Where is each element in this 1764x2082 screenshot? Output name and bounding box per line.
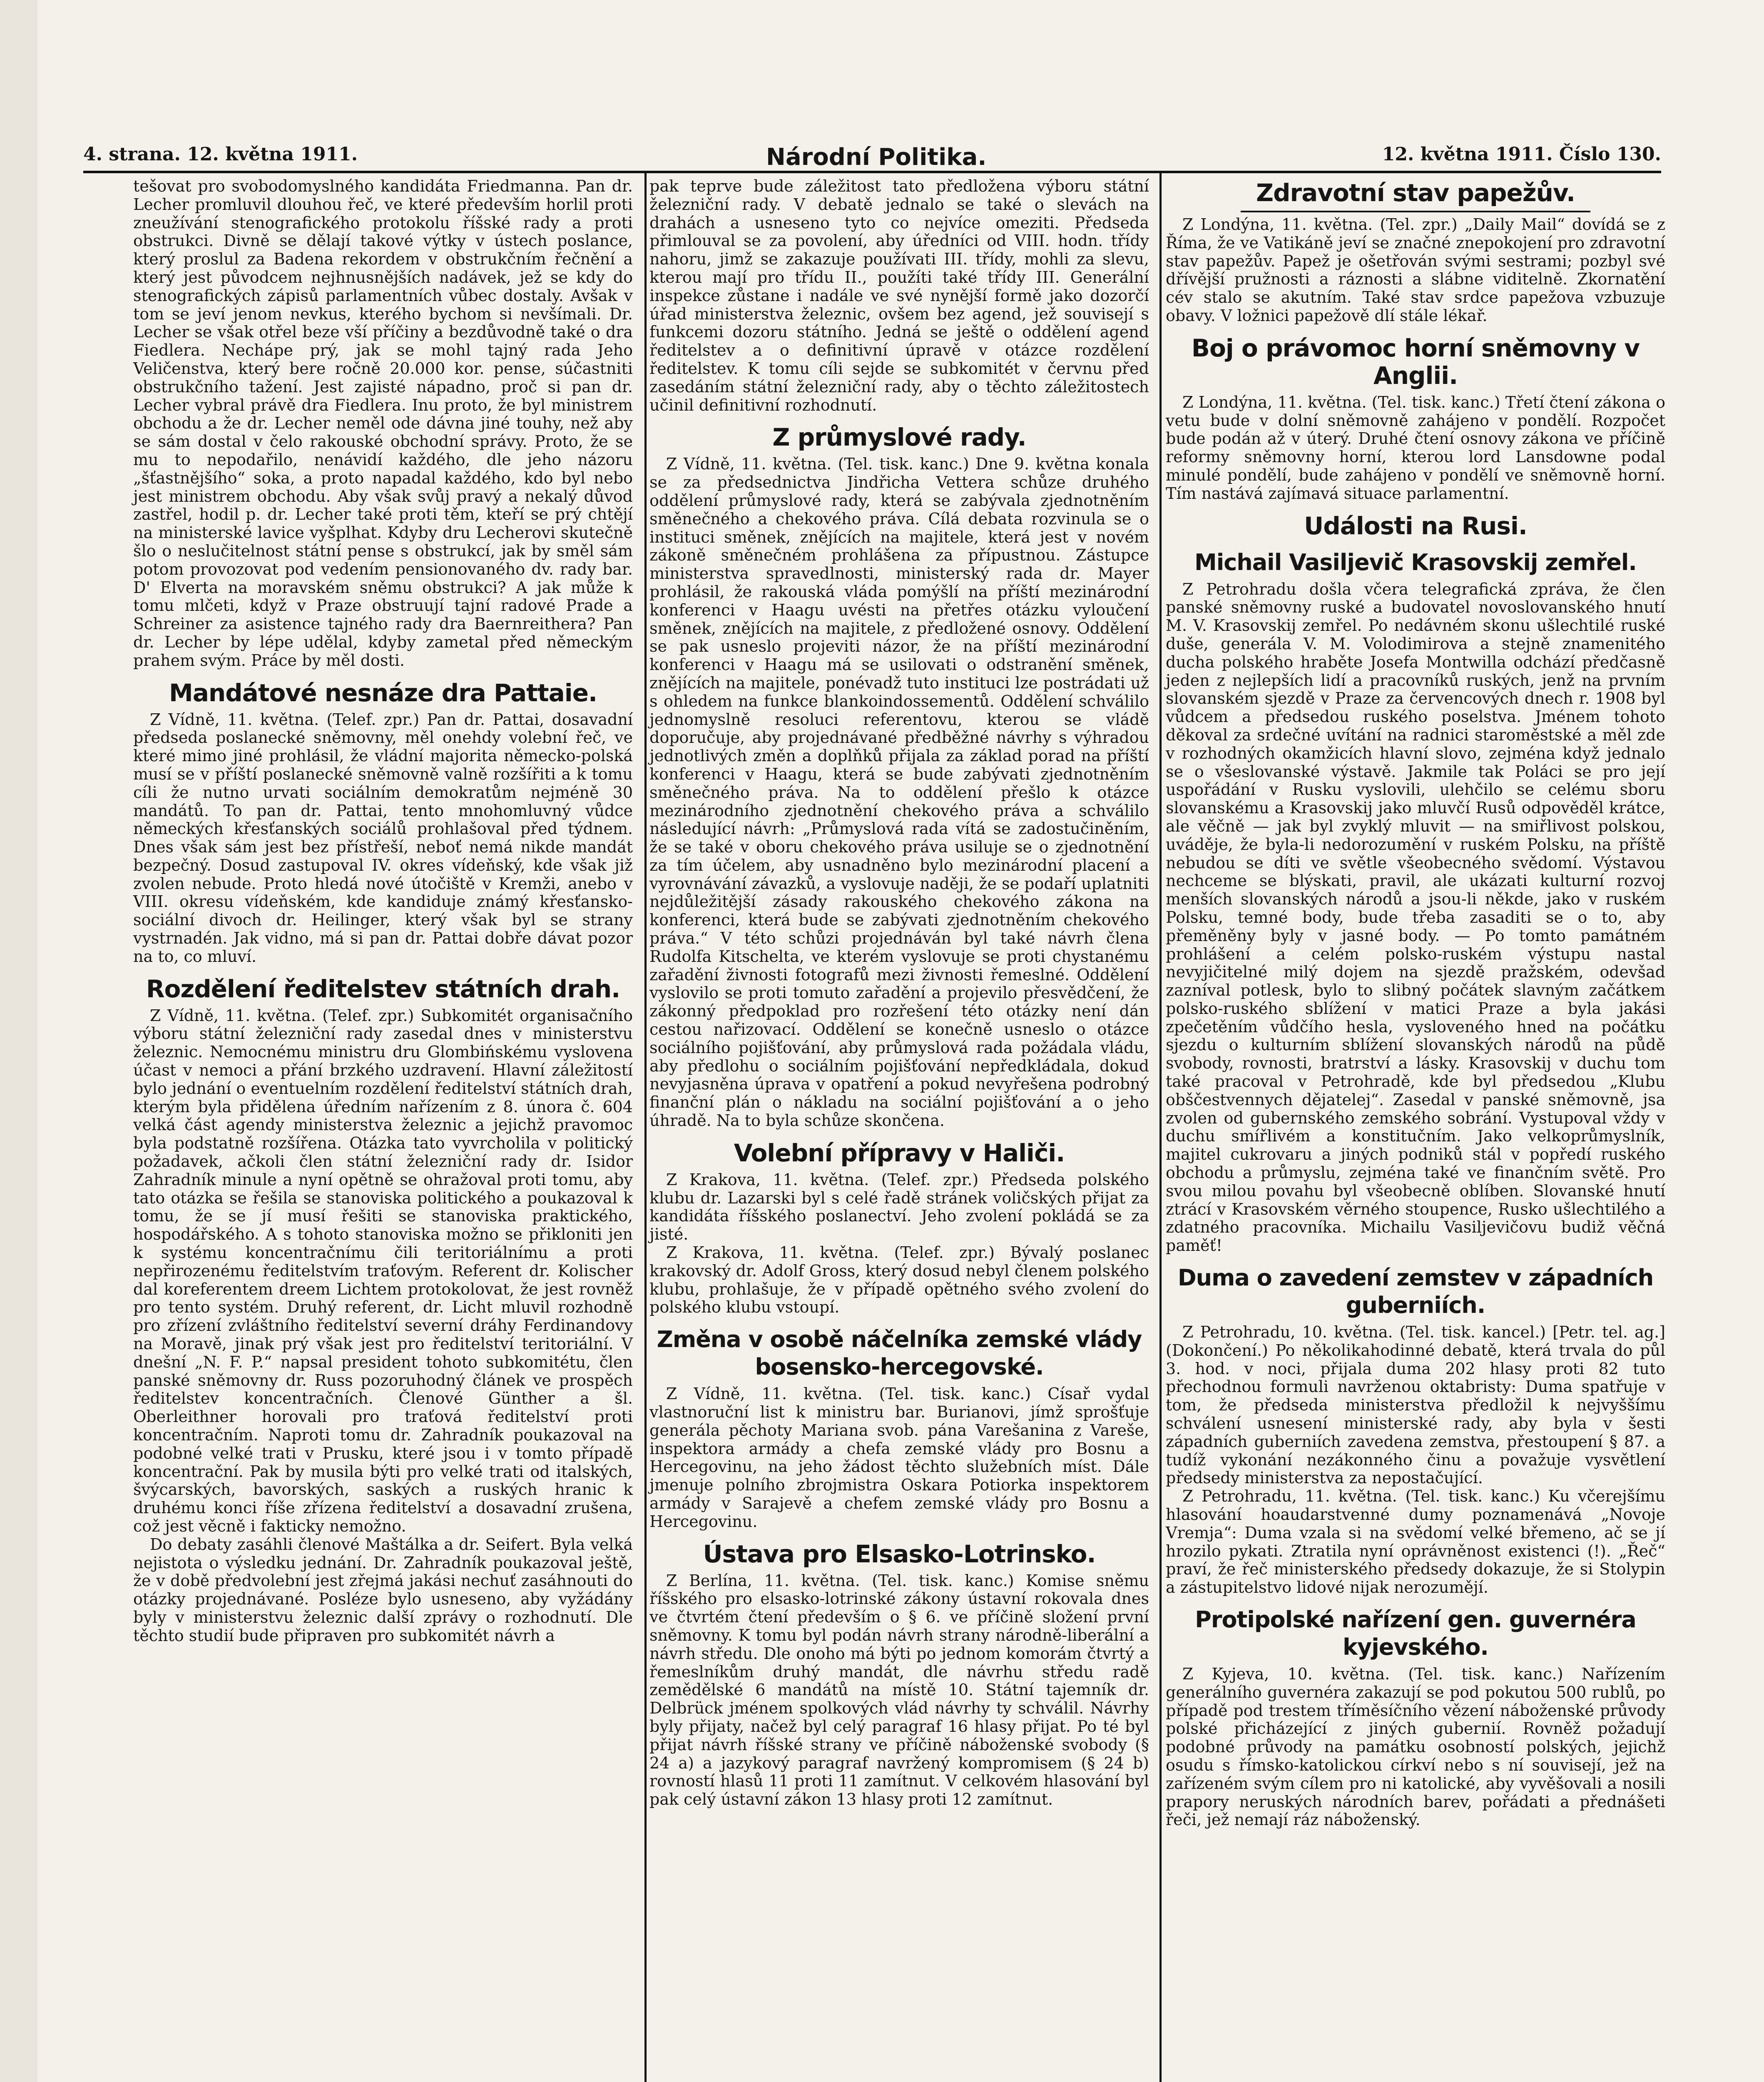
article-text: Z Vídně, 11. května. (Tel. tisk. kanc.) Dne 9. května konala se za předsednictva Jindřicha Vettera schůze druhého oddělení průmyslové rady, která se zabývala zjednotněním směnečného a chekového práva. Cílá debata rozvinula se o instituci směnek, znějících na majitele, která jest v novém zákoně směnečném prohlášena za přípustnou. Zástupce ministerstva spravedlnosti, ministerský rada dr. Mayer prohlásil, že rakouská vláda pomýšlí na příští mezinárodní konferenci v Haagu uvésti na přetřes otázku vyloučení směnek, znějících na majitele, z předložené osnovy. Oddělení se pak usneslo projeviti názor, že na příští mezinárodní konferenci v Haagu má se usilovati o odstranění směnek, znějících na majitele, ponévadž tuto instituci lze postrádati už s ohledem na funkce blankoindossementů. Oddělení schválilo jednomyslně resoluci referentovu, kterou se vládě doporučuje, aby projednávané předběžné návrhy s výhradou jednotlivých změn a doplňků přijala za základ porad na příští konferenci v Haagu, která se bude zabývati zjednotněním směnečného práva. Na to oddělení přešlo k otázce mezinárodního zjednotnění chekového práva a schválilo následující návrh: „Průmyslová rada vítá se zadostučiněním, že se také v oboru chekového práva usiluje se o zjednotnění za tím účelem, aby usnadněno bylo mezinárodní placení a vyrovnávání závazků, a vyslovuje naději, že se podaří uplatniti nejdůležitější zásady rakouského chekového zákona na konferenci, která bude se zabývati zjednotněním chekového práva.“ V této schůzi projednáván byl také návrh člena Rudolfa Kitschelta, ve kterém vyslovuje se proti chystanému zařadění živnosti fotografů mezi živnosti řemeslné. Oddělení vyslovilo se proti tomuto zařadění a projevilo přesvědčení, že zákonný předpoklad pro rozřešení této otázky není dán cestou nařizovací. Oddělení se konečně usneslo o otázce sociálního pojišťování, aby průmyslová rada požádala vládu, aby předlohu o sociálním pojišťování nepředkládala, dokud nevyjasněna úprava v opatření a pokud nevyřešena podrobný finanční plán o nákladu na sociální pojišťování a o jeho úhradě. Na to byla schůze skončena. bbox=[649, 455, 1149, 1130]
article-text: Z Petrohradu, 10. května. (Tel. tisk. kancel.) [Petr. tel. ag.] (Dokončení.) Po několikahodinné debatě, která trvala do půl 3. hod. v noci, přijala duma 202 hlasy proti 82 tuto přechodnou formuli navrženou oktabristy: Duma spatřuje v tom, že předseda ministerstva předložil k nejvyššímu schválení usnesení ministerské rady, aby byla v šesti západních guberniích zavedena zemstva, přestoupení § 87. a tudíž vykonání nezákonného činu a považuje vysvětlení předsedy ministerstva za nepostačující. bbox=[1166, 1323, 1665, 1487]
header-rule bbox=[83, 171, 1661, 173]
article-headline: Boj o právomoc horní sněmovny v Anglii. bbox=[1191, 334, 1640, 390]
article-text: Z Vídně, 11. května. (Telef. zpr.) Subkomitét organisačního výboru státní železniční rady zasedal dnes v ministerstvu železnic. Nemocnému ministru dru Glombińskému vyslovena účast v nemoci a přání brzkého uzdravení. Hlavní záležitostí bylo jednání o eventuelním rozdělení ředitelství státních drah, kterým byla přidělena úředním nařízením z 8. února č. 604 velká část agendy ministerstva železnic a jejichž pravomoc byla podstatně rozšířena. Otázka tato vyvrcholila v politický požadavek, ačkoli člen státní železniční rady dr. Isidor Zahradník minule a nyní opětně se ohražoval proti tomu, aby tato otázka se řešila se stanoviska politického a poukazoval k tomu, že se jí musí řešiti se stanoviska praktického, hospodářského. A s tohoto stanoviska možno se přikloniti jen k systému koncentračnímu čili teritoriálnímu a proti nepřirozenému ředitelstvím traťovým. Referent dr. Kolischer dal koreferentem dreem Lichtem protokolovat, že jest rovněž pro tento systém. Druhý referent, dr. Licht mluvil rozhodně pro zřízení zvláštního ředitelství severní dráhy Ferdinandovy na Moravě, jinak prý však jest pro ředitelství teritoriální. V dnešní „N. F. P.“ napsal president tohoto subkomitétu, člen panské sněmovny dr. Russ pozoruhodný článek ve prospěch ředitelstev koncentračních. Členové Günther a šl. Oberleithner horovali pro traťová ředitelství proti koncentračním. Naproti tomu dr. Zahradník poukazoval na podobné velké trati v Prusku, které jsou i v tomto případě koncentrační. Pak by musila býti pro velké trati od italských, švýcarských, bavorských, saských a ruských hranic k druhému konci říše zřízena ředitelství a dosavadní zrušena, což jest věcně i fakticky nemožno. bbox=[133, 1006, 633, 1535]
article-headline: Ústava pro Elsasko-Lotrinsko. bbox=[703, 1539, 1096, 1568]
article-headline: Mandátové nesnáze dra Pattaie. bbox=[169, 678, 597, 707]
article-text: Z Vídně, 11. května. (Tel. tisk. kanc.) Císař vydal vlastnoruční list k ministru bar. Burianovi, jímž sprošťuje generála pěchoty Mariana svob. pána Varešanina z Vareše, inspektora armády a chefa zemské vlády pro Bosnu a Hercegovinu, na jeho žádost těchto služebních míst. Dále jmenuje polního zbrojmistra Oskara Potiorka inspektorem armády v Sarajevě a chefem zemské vlády pro Bosnu a Hercegovinu. bbox=[649, 1385, 1149, 1531]
article-headline: Zdravotní stav papežův. bbox=[1256, 179, 1575, 207]
article-headline: Protipolské nařízení gen. guvernéra kyjevského. bbox=[1195, 1606, 1636, 1660]
column-1 bbox=[133, 177, 633, 1645]
masthead-title: Národní Politika. bbox=[766, 144, 987, 171]
article-headline: Duma o zavedení zemstev v západních guberniích. bbox=[1177, 1265, 1654, 1319]
article-headline: Z průmyslové rady. bbox=[772, 423, 1026, 452]
article-text: Z Londýna, 11. května. (Tel. tisk. kanc.) Třetí čtení zákona o vetu bude v dolní sněmovně zahájeno v pondělí. Rozpočet bude podán až v úterý. Druhé čtení osnovy zákona ve příčině reformy sněmovny horní, kterou lord Lansdowne podal minulé pondělí, bude zahájeno v pondělí ve sněmovně horní. Tím nastává zajímavá situace parlamentní. bbox=[1166, 393, 1665, 503]
article-headline: Změna v osobě náčelníka zemské vlády bosensko-hercegovské. bbox=[657, 1326, 1142, 1380]
section-headline: Události na Rusi. bbox=[1304, 511, 1527, 540]
page-header bbox=[83, 144, 1661, 169]
article-text: tešovat pro svobodomyslného kandidáta Friedmanna. Pan dr. Lecher promluvil dlouhou řeč, ve které především horlil proti zneužívání stenografického protokolu říšské rady a proti obstrukci. Divně se dělají takové výtky v ústech poslance, který proslul za Badena rekordem v obstrukčním řečnění a který jest původcem nejhnusnějších nadávek, jež se kdy do stenografických zápisů parlamentních vůbec dostaly. Avšak v tom se jeví jenom nevkus, kterého bychom si nevšímali. Dr. Lecher se však otřel beze vší příčiny a bezdůvodně také o dra Fiedlera. Nechápe prý, jak se mohl tajný rada Jeho Veličenstva, který bere ročně 20.000 kor. pense, súčastniti obstrukčního tažení. Jest zajisté nápadno, proč si pan dr. Lecher vybral právě dra Fiedlera. Inu proto, že byl ministrem obchodu a že dr. Lecher neměl ode dávna jiné touhy, než aby se sám dostal v čelo rakouské obchodní správy. Proto, že se mu to nepodařilo, nenávidí každého, dle jeho názoru „šťastnějšího“ soka, a proto napadal každého, kdo byl nebo jest ministrem obchodu. Aby však svůj pravý a nekalý důvod zastřel, hodil p. dr. Lecher také proti těm, kteří se prý chtějí na ministerské lavice vyšplhat. Kdyby dru Lecherovi skutečně šlo o neslučitelnost státní pense s obstrukcí, jak by směl sám potom provozovat pod vedením pensionovaného dv. rady bar. D' Elverta na moravském sněmu obstrukci? A jak může k tomu mlčeti, když v Praze obstruují tajní radové Prade a Schreiner za asistence tajného rady dra Baernreithera? Pan dr. Lecher by lépe udělal, kdyby zametal před německým prahem svým. Práce by měl dosti. bbox=[133, 177, 633, 670]
scan-margin bbox=[0, 0, 37, 2082]
article-text: Do debaty zasáhli členové Maštálka a dr. Seifert. Byla velká nejistota o výsledku jednání. Dr. Zahradník poukazoval ještě, že v době předvolební jest zřejmá jakási nechuť zasáhnouti do otázky projednávané. Posléze bylo usneseno, aby vyžádány byly v ministerstvu železnic další zprávy o rozhodnutí. Dle těchto studií bude připraven pro subkomitét návrh a bbox=[133, 1535, 633, 1645]
header-date-issue: 12. května 1911. Číslo 130. bbox=[1382, 144, 1661, 165]
divider bbox=[1241, 211, 1590, 212]
article-headline: Rozdělení ředitelstev státních drah. bbox=[146, 974, 620, 1003]
article-text: Z Petrohradu došla včera telegrafická zpráva, že člen panské sněmovny ruské a budovatel novoslovanského hnutí M. V. Krasovskij zemřel. Po nedávném skonu ušlechtilé ruské duše, generála V. M. Volodimirova a stejně znamenitého ducha polského hraběte Josefa Montwilla odchází předčasně jeden z nejlepších lidí a pracovníků ruských, jenž na prvním slovanském sjezdě v Praze za červencových dnech r. 1908 byl vůdcem a předsedou ruského poselstva. Jménem tohoto děkoval za srdečné uvítání na radnici staroměstské a měl zde v rozhodných okamžicích hlavní slovo, zejména když jednalo se o všeslovanské výstavě. Jakmile tak Poláci se pro její uspořádání v Rusku vyslovili, ulehčilo se celému sboru slovanskému a Krasovskij jako mluvčí Rusů odpověděl krátce, ale věčně — jak byl zvyklý mluvit — na smiřlivost polskou, uváděje, že byla-li nedorozumění v ruském Polsku, na příště nebudou se díti ve světle všeobecného svědomí. Výstavou nechceme se blýskati, pravil, ale ukázati kulturní rozvoj menších slovanských národů a jsou-li někde, jako v ruském Polsku, temné body, bude třeba zasaditi se o to, aby přeměněny byly v jasné body. — Po tomto památném prohlášení a celém polsko-ruském výstupu nastal nevyjičitelné milý dojem na sjezdě pražském, odevšad zazníval potlesk, bylo to slibný počátek slavným začátkem polsko-ruského sblížení v matici Praze a byla jakási zpečetěním vůdčího hesla, vysloveného hned na počátku sjezdu o kulturním sblížení slovanských národů na půdě svobody, rovnosti, bratrství a lásky. Krasovskij v duchu tom také pracoval v Petrohradě, kde byl předsedou „Klubu obščestvennych dějatelej“. Zasedal v panské sněmovně, jsa zvolen od gubernského zemského sobrání. Vystupoval vždy v duchu smířlivém a konstitučním. Jako velkoprůmyslník, majitel cukrovaru a jiných podniků stál v popředí ruského obchodu a průmyslu, zejména také ve finančním světě. Pro svou milou povahu byl všeobecně oblíben. Slovanské hnutí ztrácí v Krasovském věrného stoupence, Rusko ušlechtilého a zdatného pracovníka. Michailu Vasiljevičovu budiž věčná paměť! bbox=[1166, 580, 1665, 1255]
column-2 bbox=[649, 177, 1149, 1809]
article-headline: Michail Vasiljevič Krasovskij zemřel. bbox=[1194, 549, 1637, 575]
article-text: Z Vídně, 11. května. (Telef. zpr.) Pan dr. Pattai, dosavadní předseda poslanecké sněmovny, měl onehdy volební řeč, ve které mimo jiné prohlásil, že vládní majorita německo-polská musí se v příští poslanecké sněmovně valně rozšířiti a k tomu cíli že nutno urvati sociálním demokratům nejméně 30 mandátů. To pan dr. Pattai, tento mnohomluvný vůdce německých křesťanských sociálů prohlašoval před týdnem. Dnes však sám jest bez přístřeší, neboť nemá nikde mandát bezpečný. Dosud zastupoval IV. okres vídeňský, kde však již zvolen nebude. Proto hledá nové útočiště v Kremži, anebo v VIII. okresu vídeňském, kde kandiduje známý křesťansko-sociální divoch dr. Heilinger, který však byl se strany vystrnadén. Jak vidno, má si pan dr. Pattai dobře dávat pozor na to, co mluví. bbox=[133, 710, 633, 966]
article-text: Z Berlína, 11. května. (Tel. tisk. kanc.) Komise sněmu říšského pro elsasko-lotrinské zákony ústavní rokovala dnes ve čtvrtém čtení především o § 6. ve příčině složení první sněmovny. K tomu byl podán návrh strany národně-liberální a návrh středu. Dle onoho má býti po jednom komorám čtvrtý a řemeslníkům druhý mandát, dle návrhu středu radě zemědělské 6 mandátů na místě 10. Státní tajemník dr. Delbrück jménem spolkových vlád návrhy ty schválil. Návrhy byly přijaty, načež byl celý paragraf 16 hlasy přijat. Po té byl přijat návrh říšské strany ve příčině náboženské svobody (§ 24 a) a jazykový paragraf navržený kompromisem (§ 24 b) rovností hlasů 11 proti 11 zamítnut. V celkovém hlasování byl pak celý ústavní zákon 13 hlasy proti 12 zamítnut. bbox=[649, 1571, 1149, 1809]
article-text: Z Petrohradu, 11. května. (Tel. tisk. kanc.) Ku včerejšímu hlasování hoaudarstvenné dumy poznamenává „Novoje Vremja“: Duma vzala si na svědomí velké břemeno, ač se jí hrozilo pykati. Ztratila nyní oprávněnost existenci (!). „Řeč“ praví, že řeč ministerského předsedy dokazuje, že si Stolypin a zástupitelstvo lidové nijak nerozumějí. bbox=[1166, 1487, 1665, 1597]
article-text: Z Krakova, 11. května. (Telef. zpr.) Předseda polského klubu dr. Lazarski byl s celé řadě stránek voličských přijat za kandidáta říšského poslanectví. Jeho zvolení pokládá se za jisté. bbox=[649, 1170, 1149, 1244]
column-rule-1 bbox=[644, 173, 647, 2082]
article-text: Z Londýna, 11. května. (Tel. zpr.) „Daily Mail“ dovídá se z Říma, že ve Vatikáně jeví se značné znepokojení pro zdravotní stav papežův. Papež je ošetřován svými sestrami; pozbyl své dřívější pružnosti a ráznosti a slábne viditelně. Zkornatění cév stalo se akutním. Také stav srdce papežova vzbuzuje obavy. V ložnici papežově dlí stále lékař. bbox=[1166, 215, 1665, 325]
article-text: pak teprve bude záležitost tato předložena výboru státní železniční rady. V debatě jednalo se také o slevách na drahách a usneseno tyto co nejvíce omeziti. Předseda přimlouval se za povolení, aby úředníci od VIII. hodn. třídy nahoru, jimž se zakazuje používati III. třídy, mohli za slevu, kterou mají pro třídu II., použíti také třídy III. Generální inspekce zůstane i nadále ve své nynější formě jako dozorčí úřad ministerstva železnic, ovšem bez agend, jež souvisejí s funkcemi dozoru státního. Jedná se ještě o oddělení agend ředitelstev a o definitivní úpravě v otázce rozdělení ředitelstev. K tomu cíli sejde se subkomitét v červnu před zasedáním státní železniční rady, aby o těchto záležitostech učinil definitivní rozhodnutí. bbox=[649, 177, 1149, 414]
article-text: Z Kyjeva, 10. května. (Tel. tisk. kanc.) Nařízením generálního guvernéra zakazují se pod pokutou 500 rublů, po případě pod trestem tříměsíčního vězení náboženské průvody polské přicházející z jiných gubernií. Rovněž požadují podobné průvody na památku osobností polských, jejichž osudu s římsko-katolickou církví nebo s ní souvisejí, jež na zařízeném svým cílem pro ni katolické, aby vyvěšovali a nosili prapory neruských národních barev, pořádati a přednášeti řeči, jež nemají ráz náboženský. bbox=[1166, 1665, 1665, 1829]
article-text: Z Krakova, 11. května. (Telef. zpr.) Bývalý poslanec krakovský dr. Adolf Gross, který dosud nebyl členem polského klubu, prohlašuje, že v případě opětného svého zvolení do polského klubu vstoupí. bbox=[649, 1243, 1149, 1317]
column-rule-2 bbox=[1159, 173, 1162, 2082]
column-3 bbox=[1166, 177, 1665, 1829]
article-headline: Volební přípravy v Haliči. bbox=[734, 1138, 1065, 1167]
header-page-date: 4. strana. 12. května 1911. bbox=[83, 144, 358, 165]
